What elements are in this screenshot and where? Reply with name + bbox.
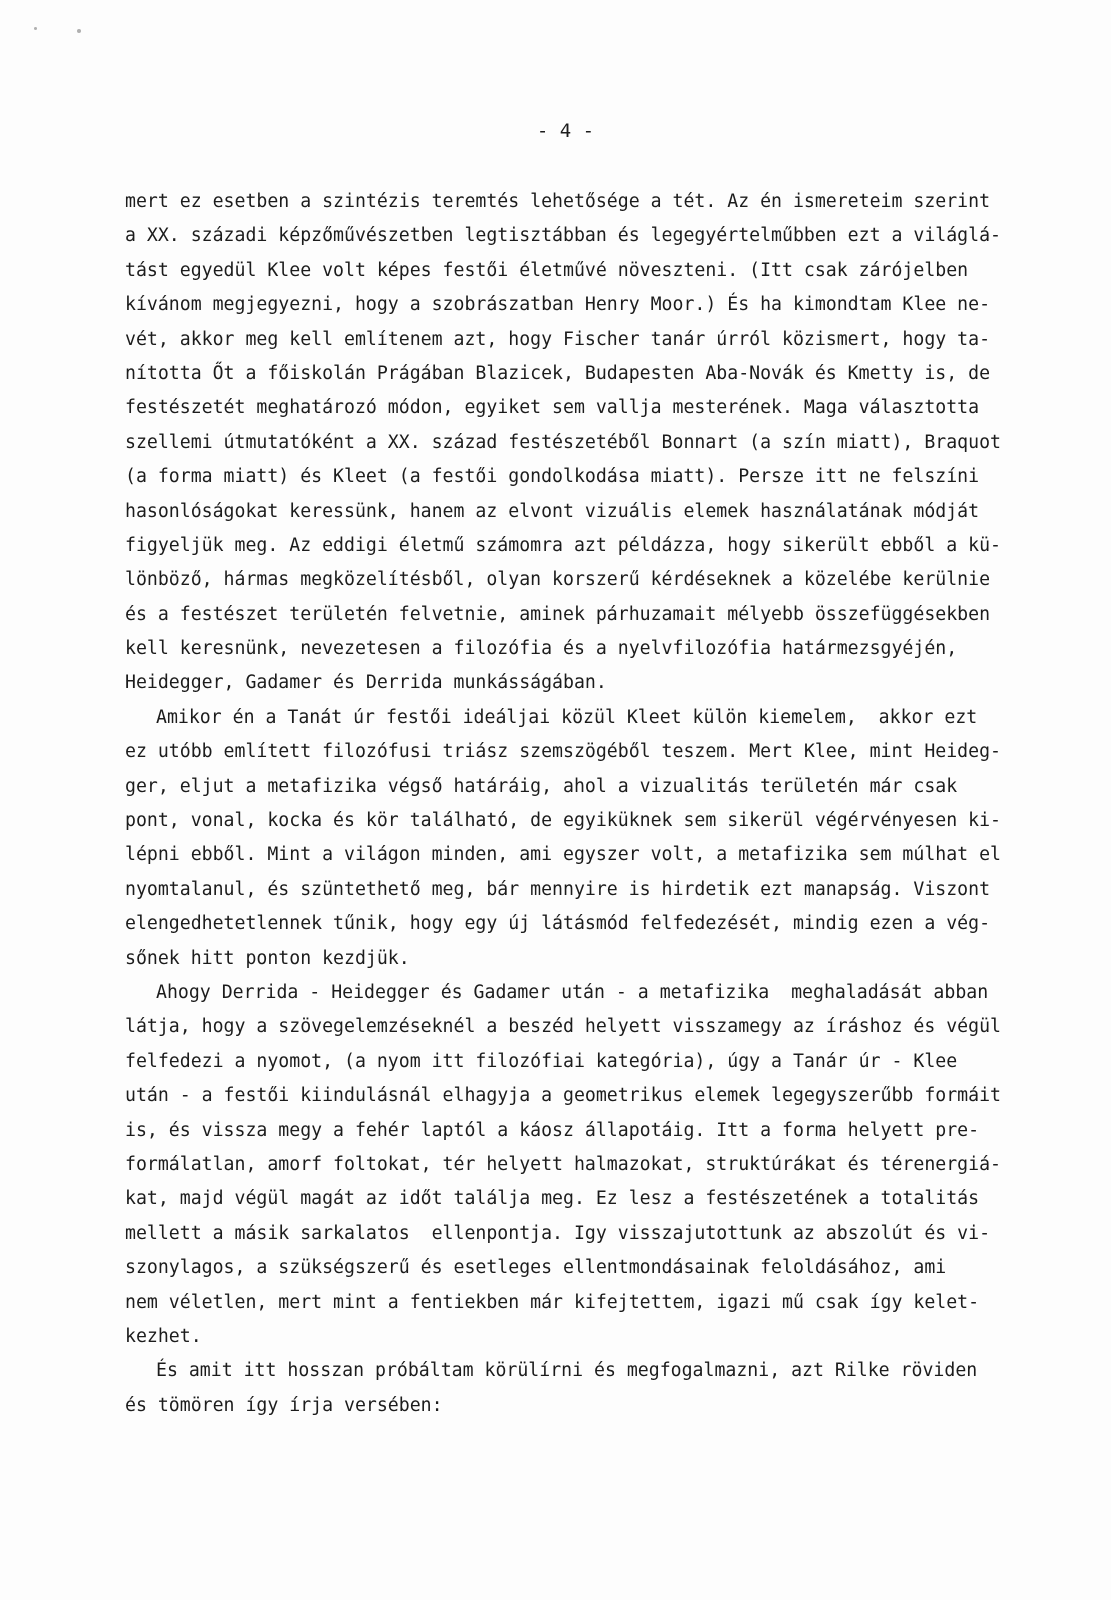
- text-line: kat, majd végül magát az időt találja meg. Ez lesz a festészetének a totalitás: [125, 1188, 980, 1210]
- text-line: nította Őt a főiskolán Prágában Blazicek, Budapesten Aba-Novák és Kmetty is, de: [125, 362, 991, 384]
- text-line: mert ez esetben a szintézis teremtés lehetősége a tét. Az én ismereteim szerint: [125, 191, 991, 212]
- text-line: vét, akkor meg kell említenem azt, hogy Fischer tanár úrról közismert, hogy ta-: [125, 328, 991, 350]
- paragraph-first-line: Ahogy Derrida - Heidegger és Gadamer után - a metafizika meghaladását abban: [156, 981, 989, 1003]
- paragraph-first-line: És amit itt hosszan próbáltam körülírni és megfogalmazni, azt Rilke röviden: [156, 1360, 978, 1382]
- text-line: nem véletlen, mert mint a fentiekben már kifejtettem, igazi mű csak így kelet-: [125, 1291, 980, 1313]
- text-line: festészetét meghatározó módon, egyiket sem vallja mesterének. Maga választotta: [125, 397, 980, 419]
- text-line: elengedhetetlennek tűnik, hogy egy új látásmód felfedezését, mindig ezen a vég-: [125, 913, 991, 935]
- text-line: hasonlóságokat keressünk, hanem az elvont vizuális elemek használatának módját: [125, 500, 980, 522]
- text-line: és tömören így írja versében:: [125, 1394, 443, 1416]
- text-line: a XX. századi képzőművészetben legtisztábban és legegyértelműbben ezt a világlá-: [125, 225, 1001, 247]
- text-line: kell keresnünk, nevezetesen a filozófia és a nyelvfilozófia határmezsgyéjén,: [125, 638, 958, 660]
- text-line: formálatlan, amorf foltokat, tér helyett halmazokat, struktúrákat és térenergiá-: [125, 1153, 1001, 1175]
- text-line: lépni ebből. Mint a világon minden, ami egyszer volt, a metafizika sem múlhat el: [125, 844, 1001, 866]
- text-line: nyomtalanul, és szüntethető meg, bár mennyire is hirdetik ezt manapság. Viszont: [125, 878, 991, 900]
- text-line: is, és vissza megy a fehér laptól a káosz állapotáig. Itt a forma helyett pre-: [125, 1119, 980, 1141]
- scan-speck: [34, 27, 37, 30]
- text-line: után - a festői kiindulásnál elhagyja a geometrikus elemek legegyszerűbb formáit: [125, 1085, 1001, 1107]
- document-body: [125, 185, 1035, 1423]
- text-line: kezhet.: [125, 1325, 202, 1347]
- text-line: ez utóbb említett filozófusi triász szemszögéből teszem. Mert Klee, mint Heideg-: [125, 741, 1001, 763]
- text-line: pont, vonal, kocka és kör található, de egyiküknek sem sikerül végérvényesen ki-: [125, 810, 1001, 832]
- text-line: Heidegger, Gadamer és Derrida munkásságában.: [125, 672, 607, 694]
- text-line: (a forma miatt) és Kleet (a festői gondolkodása miatt). Persze itt ne felszíni: [125, 466, 980, 488]
- text-line: és a festészet területén felvetnie, aminek párhuzamait mélyebb összefüggésekben: [125, 603, 991, 625]
- text-line: tást egyedül Klee volt képes festői életművé növeszteni. (Itt csak zárójelben: [125, 259, 969, 281]
- page-number: - 4 -: [536, 120, 595, 142]
- text-line: sőnek hitt ponton kezdjük.: [125, 947, 410, 969]
- text-line: látja, hogy a szövegelemzéseknél a beszéd helyett visszamegy az íráshoz és végül: [125, 1016, 1001, 1038]
- paragraph-first-line: Amikor én a Tanát úr festői ideáljai közül Kleet külön kiemelem, akkor ezt: [156, 706, 978, 728]
- text-line: szonylagos, a szükségszerű és esetleges ellentmondásainak feloldásához, ami: [125, 1257, 947, 1279]
- text-line: ger, eljut a metafizika végső határáig, ahol a vizualitás területén már csak: [125, 775, 958, 797]
- text-line: figyeljük meg. Az eddigi életmű számomra azt példázza, hogy sikerült ebből a kü-: [125, 534, 1001, 556]
- text-line: lönböző, hármas megközelítésből, olyan korszerű kérdéseknek a közelébe kerülnie: [125, 569, 991, 591]
- text-line: mellett a másik sarkalatos ellenpontja. Igy visszajutottunk az abszolút és vi-: [125, 1222, 991, 1244]
- text-line: felfedezi a nyomot, (a nyom itt filozófiai kategória), úgy a Tanár úr - Klee: [125, 1050, 958, 1072]
- scan-speck: [77, 29, 81, 33]
- text-line: kívánom megjegyezni, hogy a szobrászatban Henry Moor.) És ha kimondtam Klee ne-: [125, 294, 991, 316]
- text-line: szellemi útmutatóként a XX. század festészetéből Bonnart (a szín miatt), Braquot: [125, 431, 1001, 453]
